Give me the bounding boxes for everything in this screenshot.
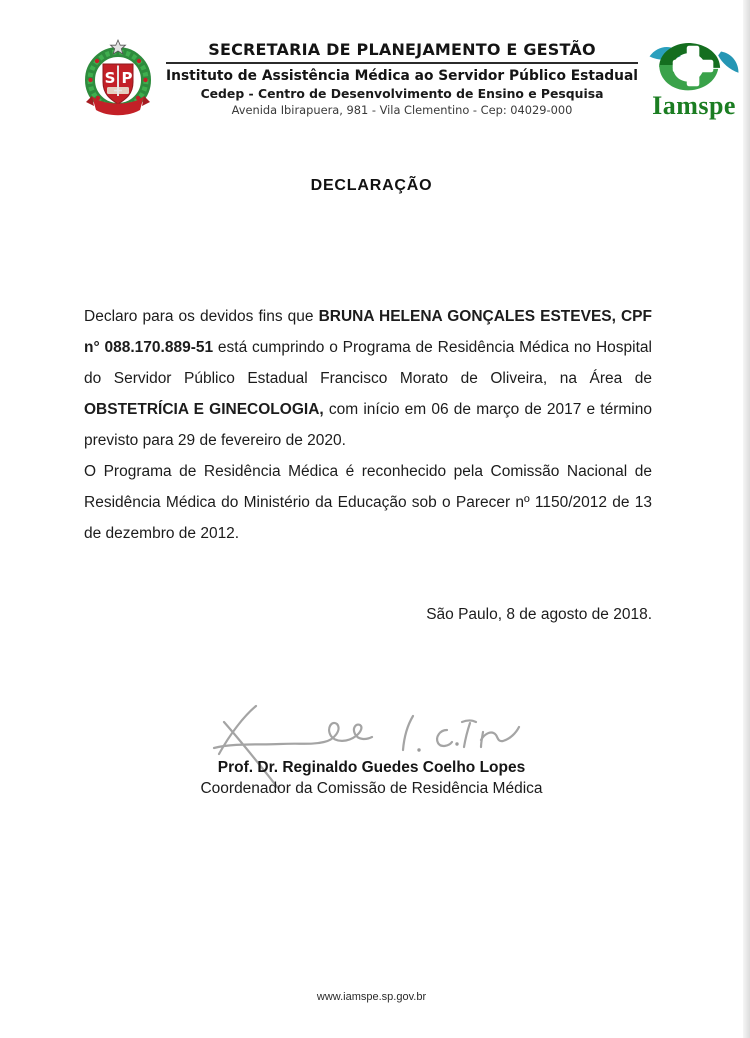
header-divider [166,62,638,64]
signer-role: Coordenador da Comissão de Residência Médica [200,780,543,797]
iamspe-logo-wordmark: Iamspe [652,91,736,120]
header-address: Avenida Ibirapuera, 981 - Vila Clementino - Cep: 04029-000 [231,103,573,117]
p1-text-1: Declaro para os devidos fins que [84,308,319,325]
svg-text:S: S [104,69,116,87]
paragraph-1 [84,301,652,456]
iamspe-logo [644,37,744,119]
iamspe-logo-mark-icon [646,37,742,95]
document-header [76,37,736,123]
header-text-block [160,37,644,117]
signer-name: Prof. Dr. Reginaldo Guedes Coelho Lopes [217,759,526,776]
svg-text:P: P [121,69,133,87]
document-body [84,301,652,549]
document-title: DECLARAÇÃO [310,177,433,194]
p1-text-3: com início em 06 de março de 2017 e término previsto para 29 de fevereiro de 2020. [84,401,652,449]
p1-resident-name-cpf: BRUNA HELENA GONÇALES ESTEVES, CPF n° 088.170.889-51 [84,308,652,356]
paragraph-2: O Programa de Residência Médica é reconhecido pela Comissão Nacional de Residência Médica do Ministério da Educação sob o Parecer nº 1150/2012 de 13 de dezembro de 2012. [84,463,652,542]
scrollbar-track[interactable] [743,0,750,1038]
p1-text-2: está cumprindo o Programa de Residência Médica no Hospital do Servidor Público Estadual Francisco Morato de Oliveira, na Área de [84,339,652,387]
header-secretaria: SECRETARIA DE PLANEJAMENTO E GESTÃO [208,40,596,59]
signature-block [0,757,743,799]
header-instituto: Instituto de Assistência Médica ao Servidor Público Estadual [166,68,639,84]
sp-state-crest-logo [76,37,160,123]
p1-specialty: OBSTETRÍCIA E GINECOLOGIA, [84,401,324,418]
header-cedep: Cedep - Centro de Desenvolvimento de Ensino e Pesquisa [200,86,604,101]
footer-url: www.iamspe.sp.gov.br [316,991,427,1003]
date-line: São Paulo, 8 de agosto de 2018. [426,606,652,623]
